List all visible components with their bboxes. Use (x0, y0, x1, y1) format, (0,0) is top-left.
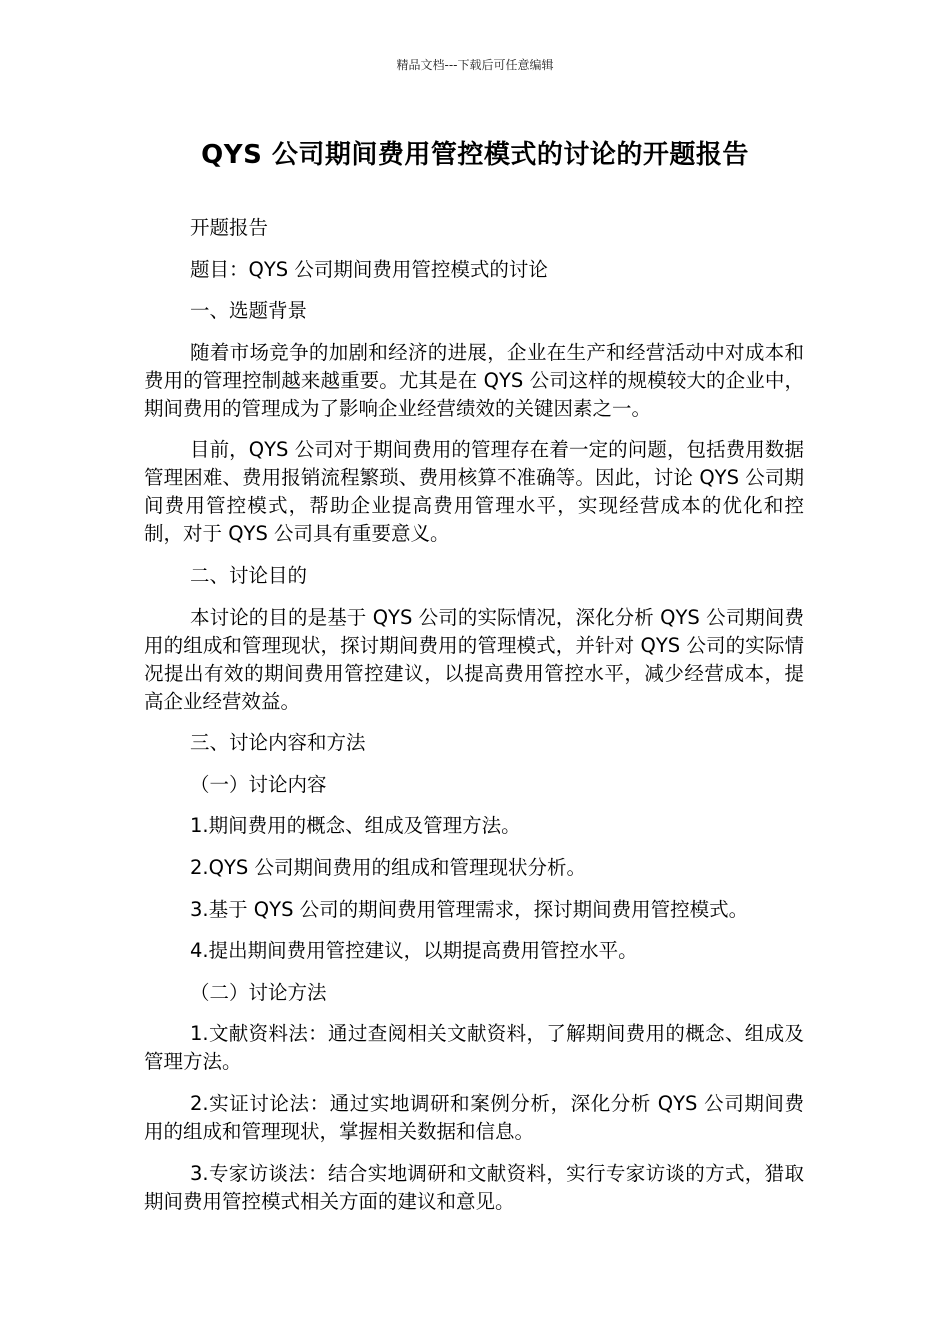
list-item: 1.期间费用的概念、组成及管理方法。 (190, 814, 521, 838)
paragraph-background-2: 目前，QYS 公司对于期间费用的管理存在着一定的问题，包括费用数据管理困难、费用报销流程繁琐、费用核算不准确等。因此，讨论 QYS 公司期间费用管控模式，帮助企业提高费用管理水平，实现经营成本的优化和控制，对于 QYS 公司具有重要意义。 (144, 438, 804, 546)
document-title: QYS 公司期间费用管控模式的讨论的开题报告 (201, 140, 749, 170)
list-item: 3.基于 QYS 公司的期间费用管理需求，探讨期间费用管控模式。 (190, 897, 749, 921)
list-item: 3.专家访谈法：结合实地调研和文献资料，实行专家访谈的方式，猎取期间费用管控模式相关方面的建议和意见。 (144, 1161, 804, 1213)
paragraph-topic: 题目：QYS 公司期间费用管控模式的讨论 (190, 257, 548, 281)
list-item: 2.实证讨论法：通过实地调研和案例分析，深化分析 QYS 公司期间费用的组成和管理现状，掌握相关数据和信息。 (144, 1091, 804, 1143)
section-heading-content-method: 三、讨论内容和方法 (190, 731, 366, 755)
subheading-content: （一）讨论内容 (190, 772, 327, 796)
list-item: 1.文献资料法：通过查阅相关文献资料，了解期间费用的概念、组成及管理方法。 (144, 1022, 804, 1074)
section-heading-background: 一、选题背景 (190, 299, 308, 323)
paragraph-report-label: 开题报告 (190, 216, 269, 239)
header-note: 精品文档---下载后可任意编辑 (396, 58, 554, 72)
document-body (144, 214, 804, 1229)
paragraph-purpose: 本讨论的目的是基于 QYS 公司的实际情况，深化分析 QYS 公司期间费用的组成和管理现状，探讨期间费用的管理模式，并针对 QYS 公司的实际情况提出有效的期间费用管控建议，以提高费用管控水平，减少经营成本，提高企业经营效益。 (144, 605, 804, 713)
paragraph-background-1: 随着市场竞争的加剧和经济的进展，企业在生产和经营活动中对成本和费用的管理控制越来越重要。尤其是在 QYS 公司这样的规模较大的企业中，期间费用的管理成为了影响企业经营绩效的关键因素之一。 (144, 340, 804, 420)
subheading-method: （二）讨论方法 (190, 980, 327, 1004)
list-item: 2.QYS 公司期间费用的组成和管理现状分析。 (190, 855, 586, 879)
section-heading-purpose: 二、讨论目的 (190, 563, 308, 587)
list-item: 4.提出期间费用管控建议，以期提高费用管控水平。 (190, 939, 638, 963)
